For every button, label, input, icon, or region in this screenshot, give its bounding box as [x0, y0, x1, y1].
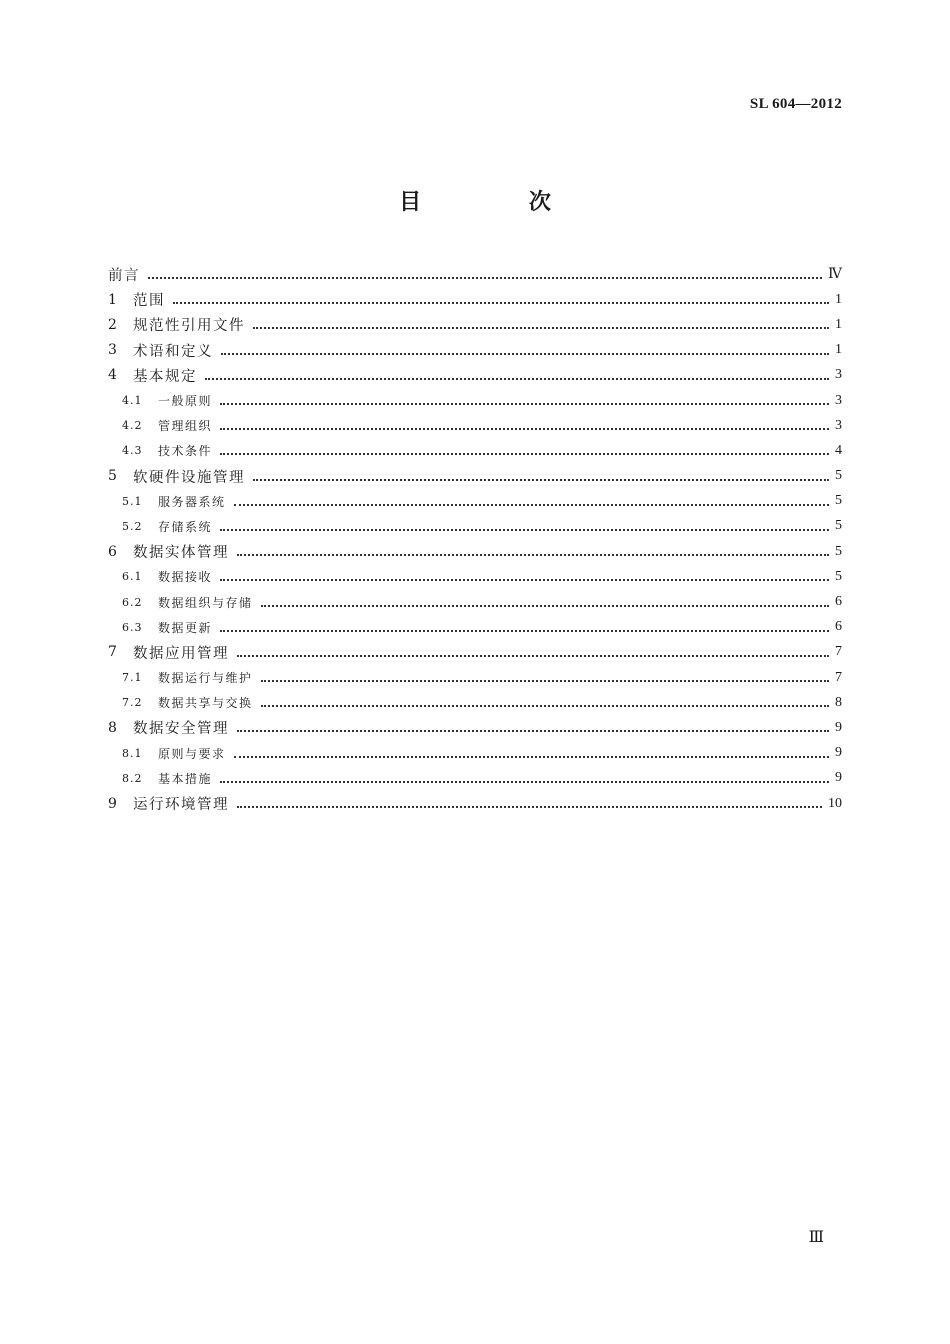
- toc-entry-number: 8.2: [122, 771, 143, 785]
- toc-dot-leader: [237, 729, 829, 732]
- toc-entry[interactable]: [108, 539, 842, 564]
- toc-entry-page: 9: [835, 770, 842, 786]
- toc-entry-page: 5: [835, 493, 842, 509]
- page-title: 目 次: [399, 190, 601, 215]
- toc-entry-number: 7.2: [122, 696, 143, 710]
- toc-dot-leader: [220, 528, 829, 531]
- toc-entry-title: 前言: [108, 268, 140, 285]
- toc-entry-number: 6.1: [122, 570, 143, 584]
- toc-entry-page: 10: [828, 795, 842, 811]
- toc-entry[interactable]: [108, 514, 842, 539]
- toc-entry-page: 5: [835, 568, 842, 584]
- toc-dot-leader: [253, 478, 829, 481]
- toc-dot-leader: [234, 503, 829, 506]
- toc-entry-page: 9: [835, 719, 842, 735]
- toc-dot-leader: [205, 377, 829, 380]
- toc-entry[interactable]: [108, 262, 842, 287]
- toc-entry-page: 5: [835, 468, 842, 484]
- toc-entry[interactable]: [108, 640, 842, 665]
- toc-entry-number: 5: [108, 468, 117, 485]
- toc-dot-leader: [220, 427, 829, 430]
- toc-entry-title: 数据应用管理: [133, 645, 229, 662]
- toc-entry-title: 存储系统: [158, 519, 213, 534]
- toc-entry[interactable]: [108, 489, 842, 514]
- toc-entry-title: 一般原则: [158, 394, 213, 409]
- toc-entry[interactable]: [108, 766, 842, 791]
- toc-dot-leader: [261, 679, 829, 682]
- toc-entry-page: 6: [835, 594, 842, 610]
- toc-dot-leader: [173, 301, 829, 304]
- toc-entry-number: 7.1: [122, 671, 143, 685]
- toc-entry-title: 基本规定: [133, 368, 197, 385]
- toc-entry-number: 6: [108, 543, 117, 560]
- toc-dot-leader: [148, 276, 822, 279]
- toc-entry-number: 9: [108, 795, 117, 812]
- toc-entry-number: 8: [108, 719, 117, 736]
- toc-entry-title: 数据共享与交换: [158, 696, 253, 711]
- toc-entry[interactable]: [108, 715, 842, 740]
- toc-entry[interactable]: [108, 413, 842, 438]
- toc-entry-title: 数据实体管理: [133, 545, 229, 562]
- toc-entry-page: 8: [835, 694, 842, 710]
- toc-entry-number: 6.3: [122, 620, 143, 634]
- toc-dot-leader: [220, 780, 829, 783]
- toc-entry-page: 1: [835, 342, 842, 358]
- toc-entry-title: 服务器系统: [158, 494, 226, 509]
- toc-entry-page: 1: [835, 291, 842, 307]
- toc-entry-title: 术语和定义: [133, 343, 213, 360]
- toc-entry-number: 8.1: [122, 746, 143, 760]
- toc-entry-title: 数据运行与维护: [158, 671, 253, 686]
- toc-entry-title: 运行环境管理: [133, 797, 229, 814]
- toc-entry-page: 5: [835, 543, 842, 559]
- page-number: Ⅲ: [808, 1229, 824, 1246]
- toc-entry[interactable]: [108, 564, 842, 589]
- toc-entry-title: 数据安全管理: [133, 721, 229, 738]
- toc-entry[interactable]: [108, 464, 842, 489]
- toc-entry[interactable]: [108, 338, 842, 363]
- toc-entry-page: 3: [835, 417, 842, 433]
- toc-entry[interactable]: [108, 690, 842, 715]
- toc-entry-title: 技术条件: [158, 444, 213, 459]
- toc-entry-title: 数据接收: [158, 570, 213, 585]
- toc-entry-number: 4: [108, 367, 117, 384]
- toc-dot-leader: [253, 326, 829, 329]
- toc-entry[interactable]: [108, 741, 842, 766]
- toc-entry-page: Ⅳ: [828, 267, 842, 283]
- toc-dot-leader: [221, 352, 829, 355]
- toc-entry-title: 基本措施: [158, 771, 213, 786]
- toc-entry[interactable]: [108, 363, 842, 388]
- toc-entry-title: 原则与要求: [158, 746, 226, 761]
- toc-dot-leader: [237, 553, 829, 556]
- toc-dot-leader: [220, 629, 829, 632]
- toc-entry-number: 6.2: [122, 595, 143, 609]
- toc-entry-title: 规范性引用文件: [133, 318, 245, 335]
- toc-entry[interactable]: [108, 438, 842, 463]
- toc-entry-number: 3: [108, 342, 117, 359]
- toc-entry-number: 4.3: [122, 444, 143, 458]
- toc-dot-leader: [261, 704, 829, 707]
- toc-entry-page: 5: [835, 518, 842, 534]
- toc-entry-page: 7: [835, 644, 842, 660]
- toc-entry-title: 范围: [133, 293, 165, 310]
- toc-entry-number: 2: [108, 316, 117, 333]
- toc-entry-number: 7: [108, 644, 117, 661]
- toc-dot-leader: [237, 805, 822, 808]
- toc-entry-page: 4: [835, 442, 842, 458]
- toc-dot-leader: [261, 604, 829, 607]
- toc-entry[interactable]: [108, 312, 842, 337]
- toc-entry[interactable]: [108, 287, 842, 312]
- toc-entry[interactable]: [108, 589, 842, 614]
- toc-dot-leader: [220, 452, 829, 455]
- toc-entry-page: 9: [835, 745, 842, 761]
- toc-entry-title: 数据组织与存储: [158, 595, 253, 610]
- toc-entry-number: 5.1: [122, 494, 143, 508]
- toc-entry[interactable]: [108, 791, 842, 816]
- toc-entry-title: 管理组织: [158, 419, 213, 434]
- toc-entry-page: 3: [835, 392, 842, 408]
- toc-entry-number: 4.1: [122, 394, 143, 408]
- toc-entry[interactable]: [108, 665, 842, 690]
- toc-entry-title: 软硬件设施管理: [133, 469, 245, 486]
- toc-entry-page: 7: [835, 669, 842, 685]
- toc-entry-number: 5.2: [122, 519, 143, 533]
- toc-entry-page: 6: [835, 619, 842, 635]
- toc-entry-page: 3: [835, 367, 842, 383]
- document-code: SL 604—2012: [749, 96, 842, 112]
- table-of-contents: [108, 262, 842, 816]
- toc-entry[interactable]: [108, 388, 842, 413]
- toc-entry-number: 4.2: [122, 419, 143, 433]
- toc-entry-title: 数据更新: [158, 620, 213, 635]
- toc-dot-leader: [234, 755, 829, 758]
- toc-entry[interactable]: [108, 615, 842, 640]
- toc-dot-leader: [220, 578, 829, 581]
- toc-dot-leader: [220, 402, 829, 405]
- toc-entry-number: 1: [108, 291, 117, 308]
- toc-entry-page: 1: [835, 316, 842, 332]
- toc-dot-leader: [237, 654, 829, 657]
